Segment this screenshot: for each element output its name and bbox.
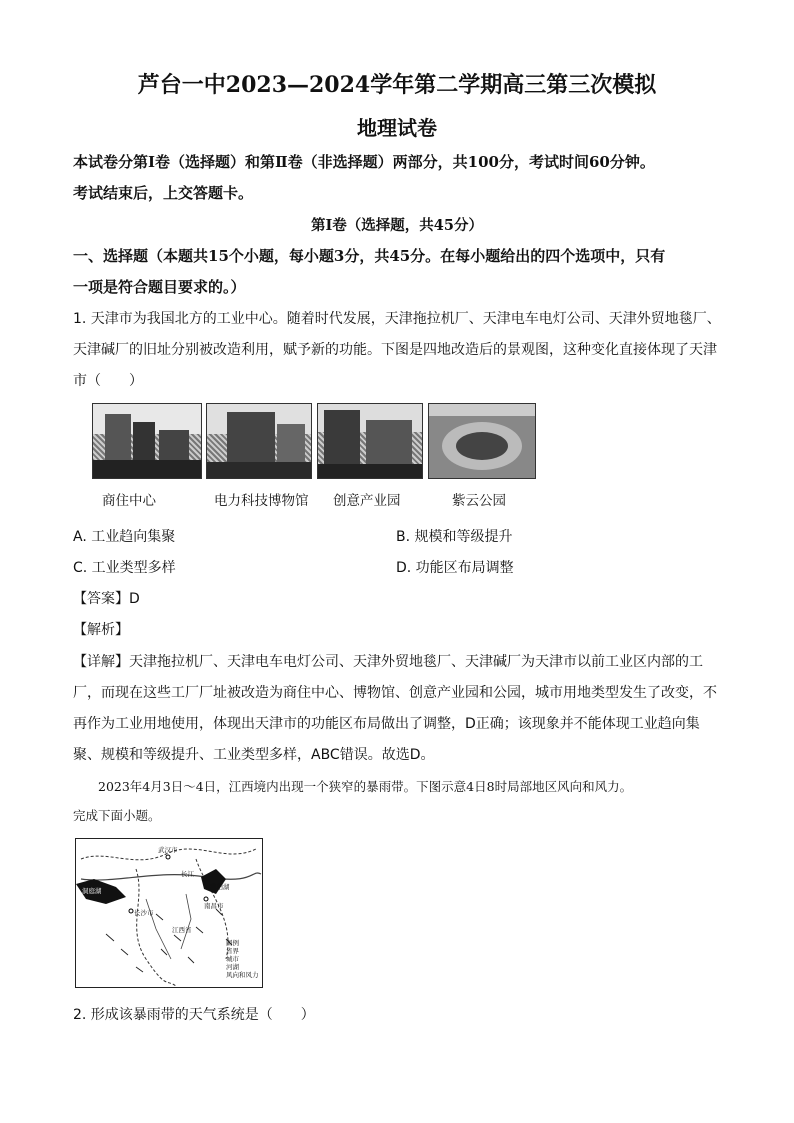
q1-detail-line-2: 厂，而现在这些工厂厂址被改造为商住中心、博物馆、创意产业园和公园，城市用地类型发生了改变，不: [73, 685, 717, 701]
map-label-dongting: 洞庭湖: [82, 887, 102, 895]
q1-option-b[interactable]: B. 规模和等级提升: [396, 529, 513, 545]
legend-river: 河湖: [226, 963, 239, 971]
caption-ziyun-park: 紫云公园: [452, 493, 506, 509]
q1-answer: 【答案】D: [73, 591, 140, 607]
q1-stem-line-3: 市（ ）: [73, 373, 143, 389]
q1-stem-line-1: 1. 天津市为我国北方的工业中心。随着时代发展，天津拖拉机厂、天津电车电灯公司、天津外贸地毯厂、: [73, 311, 721, 327]
wind-map: [75, 838, 263, 988]
q2-stem: 2. 形成该暴雨带的天气系统是（ ）: [73, 1007, 315, 1023]
q1-option-c[interactable]: C. 工业类型多样: [73, 560, 176, 576]
legend-city: 城市: [226, 955, 239, 963]
section-instruction-1: 一、选择题（本题共15个小题，每小题3分，共45分。在每小题给出的四个选项中，只有: [73, 247, 666, 265]
map-label-changsha: 长沙市: [134, 909, 154, 917]
passage-line-2: 完成下面小题。: [73, 808, 161, 823]
photo-power-museum: [206, 403, 312, 479]
map-label-wuhan: 武汉市: [158, 846, 178, 854]
q1-option-a[interactable]: A. 工业趋向集聚: [73, 529, 176, 545]
photo-creative-park: [317, 403, 423, 479]
caption-power-museum: 电力科技博物馆: [214, 493, 309, 509]
page-title: 芦台一中2023—2024学年第二学期高三第三次模拟: [137, 72, 657, 98]
legend-border: 省界: [226, 947, 239, 955]
q1-detail-line-1: 【详解】天津拖拉机厂、天津电车电灯公司、天津外贸地毯厂、天津碱厂为天津市以前工业区内部的工: [73, 654, 703, 670]
q1-analysis-heading: 【解析】: [73, 622, 129, 638]
caption-creative-park: 创意产业园: [333, 493, 401, 509]
map-label-jiangxi: 江西省: [172, 926, 192, 934]
map-label-poyang: 鄱阳湖: [210, 883, 230, 891]
intro-line-2: 考试结束后，上交答题卡。: [73, 184, 254, 202]
map-legend: [226, 939, 259, 979]
page-subtitle: 地理试卷: [357, 116, 437, 140]
intro-line-1: 本试卷分第Ⅰ卷（选择题）和第Ⅱ卷（非选择题）两部分，共100分，考试时间60分钟。: [73, 153, 655, 171]
q1-detail-line-4: 聚、规模和等级提升、工业类型多样，ABC错误。故选D。: [73, 747, 435, 763]
section-heading: 第Ⅰ卷（选择题，共45分）: [311, 217, 483, 234]
q1-detail-line-3: 再作为工业用地使用，体现出天津市的功能区布局做出了调整，D正确；该现象并不能体现工业趋向集: [73, 716, 700, 732]
photo-commercial-center: [92, 403, 202, 479]
legend-title: 图例: [226, 939, 239, 947]
q1-stem-line-2: 天津碱厂的旧址分别被改造利用，赋予新的功能。下图是四地改造后的景观图，这种变化直接体现了天津: [73, 342, 717, 358]
q1-option-d[interactable]: D. 功能区布局调整: [396, 560, 514, 576]
legend-wind: 风向和风力: [226, 971, 259, 979]
photo-ziyun-park: [428, 403, 536, 479]
caption-commercial-center: 商住中心: [102, 493, 156, 509]
map-label-nanchang: 南昌市: [204, 902, 224, 910]
section-instruction-2: 一项是符合题目要求的。）: [73, 278, 246, 296]
passage-line-1: 2023年4月3日～4日，江西境内出现一个狭窄的暴雨带。下图示意4日8时局部地区风向和风力。: [98, 779, 633, 794]
map-label-river: 长江: [181, 870, 194, 878]
